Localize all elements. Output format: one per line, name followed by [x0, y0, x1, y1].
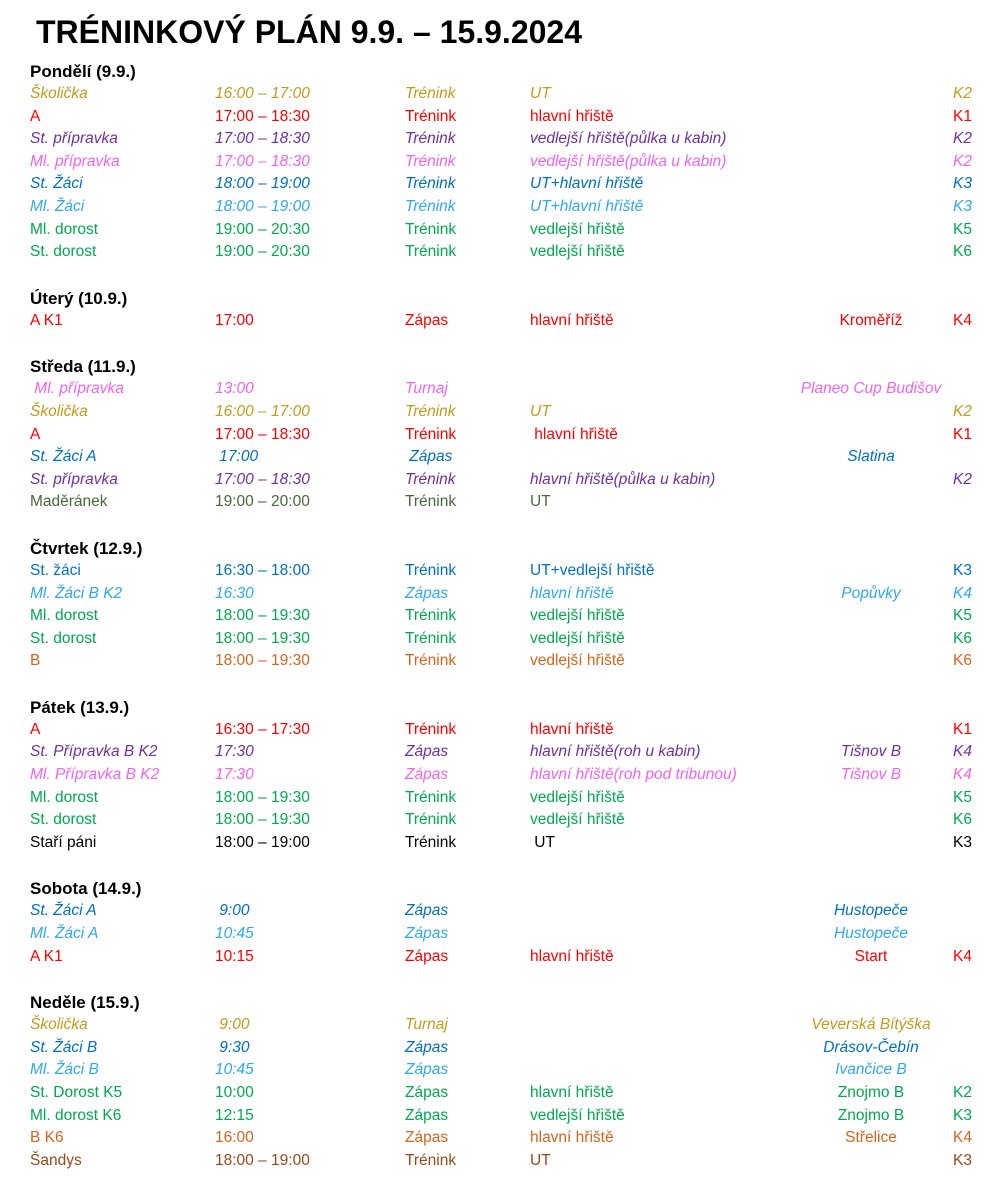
- team-cell: Ml. dorost K6: [30, 1106, 122, 1124]
- schedule-row: [30, 196, 972, 219]
- time-cell: 18:00 – 19:00: [215, 197, 310, 215]
- team-cell: A: [30, 107, 41, 125]
- time-cell: 16:00 – 17:00: [215, 402, 310, 420]
- event-type-cell: Trénink: [405, 402, 456, 420]
- event-type-cell: Zápas: [405, 1129, 449, 1147]
- team-cell: Staří páni: [30, 833, 97, 851]
- time-cell: 17:00 – 18:30: [215, 470, 310, 488]
- coach-code-cell: K3: [953, 1106, 972, 1124]
- time-cell: 10:00: [215, 1084, 254, 1101]
- coach-code-cell: K1: [953, 720, 972, 738]
- coach-code-cell: K3: [953, 197, 972, 215]
- coach-code-cell: K2: [953, 1084, 972, 1101]
- opponent-cell: [800, 241, 942, 264]
- schedule-row: [30, 1105, 972, 1128]
- opponent-cell: [800, 106, 942, 129]
- coach-code-cell: K4: [953, 766, 972, 784]
- schedule-row: [30, 173, 972, 196]
- page-title: TRÉNINKOVÝ PLÁN 9.9. – 15.9.2024: [36, 14, 582, 50]
- schedule-row: [30, 469, 972, 492]
- team-cell: St. dorost: [30, 243, 97, 261]
- time-cell: 17:00 – 18:30: [215, 130, 310, 148]
- location-cell: vedlejší hřiště: [530, 811, 625, 829]
- team-cell: Ml. dorost: [30, 607, 99, 625]
- location-cell: hlavní hřiště: [530, 720, 614, 738]
- opponent-cell: [800, 173, 942, 196]
- team-cell: Ml. Žáci A: [30, 925, 99, 943]
- day-header: Úterý (10.9.): [30, 288, 128, 308]
- time-cell: 17:30: [215, 743, 254, 761]
- location-cell: UT: [530, 493, 551, 511]
- schedule-row: [30, 1037, 966, 1060]
- event-type-cell: Trénink: [405, 493, 457, 511]
- time-cell: 9:30: [215, 1038, 250, 1056]
- coach-code-cell: K5: [953, 788, 972, 806]
- event-type-cell: Zápas: [405, 743, 449, 761]
- time-cell: 13:00: [215, 380, 254, 398]
- opponent-cell: Znojmo B: [837, 1106, 905, 1124]
- schedule-row: [30, 378, 966, 401]
- event-type-cell: Trénink: [405, 561, 457, 579]
- location-cell: UT+vedlejší hřiště: [530, 561, 655, 579]
- event-type-cell: Zápas: [405, 1038, 449, 1056]
- event-type-cell: Trénink: [405, 197, 456, 215]
- schedule-row: [30, 764, 972, 787]
- schedule-row: [30, 83, 972, 106]
- coach-code-cell: [942, 1014, 972, 1037]
- team-cell: St. přípravka: [30, 470, 118, 488]
- event-type-cell: Trénink: [405, 1151, 457, 1169]
- location-cell: hlavní hřiště(půlka u kabin): [530, 470, 716, 488]
- coach-code-cell: K6: [953, 243, 972, 261]
- event-type-cell: Trénink: [405, 152, 456, 170]
- coach-code-cell: K2: [953, 85, 972, 102]
- schedule-row: [30, 900, 966, 923]
- schedule-row: [30, 1082, 972, 1105]
- opponent-cell: [800, 560, 942, 583]
- location-cell: UT+hlavní hřiště: [530, 175, 644, 193]
- team-cell: A K1: [30, 311, 63, 329]
- location-cell: hlavní hřiště: [530, 584, 614, 602]
- schedule-row: [30, 310, 972, 333]
- location-cell: hlavní hřiště(roh pod tribunou): [530, 766, 737, 784]
- schedule-row: [30, 1059, 966, 1082]
- schedule-row: [30, 787, 972, 810]
- time-cell: 10:45: [215, 925, 254, 943]
- coach-code-cell: K2: [953, 402, 972, 420]
- location-cell: UT+hlavní hřiště: [530, 197, 644, 215]
- coach-code-cell: [942, 446, 972, 469]
- opponent-cell: Slatina: [847, 448, 895, 466]
- location-cell: vedlejší hřiště: [530, 1106, 625, 1124]
- opponent-cell: [800, 83, 942, 106]
- location-cell: vedlejší hřiště: [530, 220, 625, 238]
- event-type-cell: Zápas: [405, 766, 449, 784]
- event-type-cell: Trénink: [405, 629, 457, 647]
- location-cell: UT: [530, 833, 555, 851]
- schedule-row: [30, 583, 972, 606]
- team-cell: St. Žáci: [30, 175, 83, 193]
- coach-code-cell: K2: [953, 470, 972, 488]
- event-type-cell: Zápas: [405, 448, 453, 466]
- location-cell: UT: [530, 85, 551, 102]
- opponent-cell: Popůvky: [841, 584, 901, 602]
- time-cell: 9:00: [215, 902, 250, 920]
- coach-code-cell: K4: [953, 1129, 972, 1147]
- schedule-row: [30, 832, 972, 855]
- coach-code-cell: K4: [953, 311, 972, 329]
- schedule-row: [30, 151, 972, 174]
- location-cell: hlavní hřiště: [530, 1129, 614, 1147]
- schedule-row: [30, 1150, 972, 1173]
- coach-code-cell: K3: [953, 1151, 972, 1169]
- time-cell: 10:45: [215, 1061, 254, 1079]
- event-type-cell: Zápas: [405, 902, 449, 920]
- coach-code-cell: K4: [953, 743, 972, 761]
- team-cell: Školička: [30, 402, 88, 420]
- event-type-cell: Trénink: [405, 720, 457, 738]
- location-cell: hlavní hřiště: [530, 947, 614, 965]
- location-cell: [530, 446, 800, 469]
- team-cell: A: [30, 425, 41, 443]
- time-cell: 16:30 – 17:30: [215, 720, 310, 738]
- time-cell: 19:00 – 20:30: [215, 243, 310, 261]
- time-cell: 18:00 – 19:30: [215, 811, 310, 829]
- location-cell: vedlejší hřiště: [530, 652, 625, 670]
- time-cell: 18:00 – 19:30: [215, 652, 310, 670]
- coach-code-cell: [942, 923, 972, 946]
- schedule-row: [30, 741, 972, 764]
- team-cell: A: [30, 720, 41, 738]
- coach-code-cell: K2: [953, 130, 972, 148]
- time-cell: 18:00 – 19:30: [215, 788, 310, 806]
- day-header: Pondělí (9.9.): [30, 62, 136, 81]
- opponent-cell: [800, 401, 942, 424]
- event-type-cell: Turnaj: [405, 1016, 448, 1034]
- time-cell: 17:00 – 18:30: [215, 425, 310, 443]
- location-cell: [530, 923, 800, 946]
- time-cell: 9:00: [215, 1016, 250, 1034]
- team-cell: St. přípravka: [30, 130, 118, 148]
- coach-code-cell: K4: [953, 947, 972, 965]
- schedule-row: [30, 241, 972, 264]
- event-type-cell: Trénink: [405, 425, 457, 443]
- event-type-cell: Trénink: [405, 652, 457, 670]
- team-cell: A K1: [30, 947, 63, 965]
- time-cell: 17:00 – 18:30: [215, 152, 310, 170]
- event-type-cell: Zápas: [405, 1061, 449, 1079]
- coach-code-cell: K2: [953, 152, 972, 170]
- opponent-cell: [800, 787, 942, 810]
- location-cell: [530, 1014, 800, 1037]
- schedule-row: [30, 1014, 966, 1037]
- event-type-cell: Zápas: [405, 311, 449, 329]
- coach-code-cell: K6: [953, 811, 972, 829]
- schedule-row: [30, 491, 966, 514]
- time-cell: 18:00 – 19:30: [215, 629, 310, 647]
- opponent-cell: [800, 128, 942, 151]
- coach-code-cell: K4: [953, 584, 972, 602]
- location-cell: [530, 378, 800, 401]
- event-type-cell: Turnaj: [405, 380, 448, 398]
- opponent-cell: Veverská Bítýška: [811, 1016, 931, 1034]
- schedule-row: [30, 1127, 972, 1150]
- coach-code-cell: K6: [953, 629, 972, 647]
- team-cell: St. dorost: [30, 811, 97, 829]
- opponent-cell: Hustopeče: [833, 925, 909, 943]
- team-cell: Ml. dorost: [30, 220, 99, 238]
- opponent-cell: [800, 196, 942, 219]
- team-cell: Ml. Přípravka B K2: [30, 766, 160, 784]
- day-section: [30, 356, 972, 514]
- team-cell: St. Žáci A: [30, 448, 97, 466]
- schedule-row: [30, 809, 972, 832]
- opponent-cell: [800, 832, 942, 855]
- time-cell: 18:00 – 19:30: [215, 607, 310, 625]
- opponent-cell: [800, 628, 942, 651]
- team-cell: St. dorost: [30, 629, 97, 647]
- coach-code-cell: K6: [953, 652, 972, 670]
- team-cell: St. Přípravka B K2: [30, 743, 158, 761]
- day-section: [30, 878, 972, 968]
- location-cell: [530, 1037, 800, 1060]
- day-header: Neděle (15.9.): [30, 993, 140, 1013]
- location-cell: UT: [530, 1151, 551, 1169]
- opponent-cell: Tišnov B: [840, 766, 902, 784]
- team-cell: Ml. Žáci: [30, 197, 85, 215]
- location-cell: hlavní hřiště: [530, 107, 614, 125]
- location-cell: [530, 1059, 800, 1082]
- location-cell: vedlejší hřiště(půlka u kabin): [530, 152, 727, 170]
- team-cell: B: [30, 652, 41, 670]
- event-type-cell: Zápas: [405, 1084, 449, 1101]
- schedule-row: [30, 719, 972, 742]
- schedule-row: [30, 424, 972, 447]
- day-header: Sobota (14.9.): [30, 879, 142, 899]
- time-cell: 16:00: [215, 1129, 254, 1147]
- opponent-cell: Drásov-Čebín: [823, 1038, 919, 1056]
- event-type-cell: Trénink: [405, 470, 456, 488]
- opponent-cell: Start: [854, 947, 888, 965]
- event-type-cell: Trénink: [405, 220, 457, 238]
- location-cell: hlavní hřiště: [530, 425, 618, 443]
- event-type-cell: Zápas: [405, 1106, 449, 1124]
- time-cell: 19:00 – 20:00: [215, 493, 310, 511]
- opponent-cell: Kroměříž: [839, 311, 903, 329]
- location-cell: hlavní hřiště: [530, 1084, 614, 1101]
- opponent-cell: [800, 424, 942, 447]
- day-section: [30, 697, 972, 855]
- time-cell: 18:00 – 19:00: [215, 175, 310, 193]
- coach-code-cell: K3: [953, 561, 972, 579]
- location-cell: vedlejší hřiště: [530, 629, 625, 647]
- schedule-row: [30, 650, 972, 673]
- schedule-row: [30, 128, 972, 151]
- team-cell: Šandys: [30, 1151, 82, 1169]
- coach-code-cell: K3: [953, 175, 972, 193]
- location-cell: [530, 900, 800, 923]
- coach-code-cell: [942, 1059, 972, 1082]
- coach-code-cell: K3: [953, 833, 972, 851]
- time-cell: 10:15: [215, 947, 254, 965]
- schedule: [30, 61, 972, 1172]
- coach-code-cell: [942, 378, 972, 401]
- time-cell: 17:00 – 18:30: [215, 107, 310, 125]
- day-header: Středa (11.9.): [30, 357, 136, 377]
- team-cell: Ml. Žáci B: [30, 1061, 99, 1079]
- time-cell: 16:00 – 17:00: [215, 85, 310, 102]
- team-cell: Ml. přípravka: [30, 152, 120, 170]
- opponent-cell: Tišnov B: [840, 743, 902, 761]
- opponent-cell: [800, 151, 942, 174]
- time-cell: 12:15: [215, 1106, 254, 1124]
- event-type-cell: Trénink: [405, 130, 456, 148]
- opponent-cell: [800, 650, 942, 673]
- schedule-row: [30, 628, 972, 651]
- day-section: [30, 288, 972, 333]
- opponent-cell: Planeo Cup Budišov: [800, 380, 942, 398]
- time-cell: 18:00 – 19:00: [215, 833, 310, 851]
- day-section: [30, 538, 972, 673]
- day-header: Pátek (13.9.): [30, 697, 130, 717]
- event-type-cell: Zápas: [405, 947, 449, 965]
- opponent-cell: Hustopeče: [833, 902, 909, 920]
- team-cell: B K6: [30, 1129, 64, 1147]
- location-cell: UT: [530, 402, 551, 420]
- event-type-cell: Trénink: [405, 175, 456, 193]
- opponent-cell: Střelice: [845, 1129, 897, 1147]
- event-type-cell: Trénink: [405, 811, 457, 829]
- schedule-row: [30, 605, 972, 628]
- event-type-cell: Trénink: [405, 243, 457, 261]
- team-cell: St. Žáci A: [30, 902, 97, 920]
- opponent-cell: Ivančice B: [835, 1061, 907, 1079]
- opponent-cell: [800, 605, 942, 628]
- event-type-cell: Trénink: [405, 85, 456, 102]
- time-cell: 17:30: [215, 766, 254, 784]
- opponent-cell: [800, 809, 942, 832]
- location-cell: vedlejší hřiště(půlka u kabin): [530, 130, 727, 148]
- location-cell: vedlejší hřiště: [530, 607, 625, 625]
- time-cell: 18:00 – 19:00: [215, 1151, 310, 1169]
- schedule-row: [30, 946, 972, 969]
- time-cell: 19:00 – 20:30: [215, 220, 310, 238]
- team-cell: Maděránek: [30, 493, 108, 511]
- day-section: [30, 992, 972, 1172]
- coach-code-cell: K1: [953, 107, 972, 125]
- coach-code-cell: [942, 491, 972, 514]
- team-cell: Ml. Žáci B K2: [30, 584, 123, 602]
- team-cell: Ml. dorost: [30, 788, 99, 806]
- opponent-cell: [800, 1150, 942, 1173]
- time-cell: 16:30 – 18:00: [215, 561, 310, 579]
- team-cell: St. Dorost K5: [30, 1084, 123, 1101]
- opponent-cell: [800, 719, 942, 742]
- schedule-row: [30, 923, 966, 946]
- event-type-cell: Trénink: [405, 833, 457, 851]
- coach-code-cell: [942, 1037, 972, 1060]
- team-cell: Ml. přípravka: [30, 380, 124, 398]
- location-cell: vedlejší hřiště: [530, 243, 625, 261]
- team-cell: Školička: [30, 85, 88, 102]
- time-cell: 17:00: [215, 311, 254, 329]
- team-cell: Školička: [30, 1016, 88, 1034]
- coach-code-cell: [942, 900, 972, 923]
- time-cell: 17:00: [215, 448, 259, 466]
- team-cell: St. Žáci B: [30, 1038, 98, 1056]
- opponent-cell: Znojmo B: [837, 1084, 905, 1101]
- team-cell: St. žáci: [30, 561, 81, 579]
- day-header: Čtvrtek (12.9.): [30, 538, 143, 558]
- day-section: [30, 61, 972, 264]
- opponent-cell: [800, 491, 942, 514]
- event-type-cell: Trénink: [405, 607, 457, 625]
- event-type-cell: Trénink: [405, 107, 457, 125]
- time-cell: 16:30: [215, 584, 254, 602]
- location-cell: vedlejší hřiště: [530, 788, 625, 806]
- schedule-row: [30, 560, 972, 583]
- schedule-row: [30, 401, 972, 424]
- coach-code-cell: K1: [953, 425, 972, 443]
- coach-code-cell: K5: [953, 220, 972, 238]
- event-type-cell: Zápas: [405, 584, 449, 602]
- schedule-row: [30, 446, 966, 469]
- coach-code-cell: K5: [953, 607, 972, 625]
- schedule-row: [30, 219, 972, 242]
- schedule-row: [30, 106, 972, 129]
- opponent-cell: [800, 219, 942, 242]
- event-type-cell: Zápas: [405, 925, 449, 943]
- location-cell: hlavní hřiště: [530, 311, 614, 329]
- event-type-cell: Trénink: [405, 788, 457, 806]
- opponent-cell: [800, 469, 942, 492]
- location-cell: hlavní hřiště(roh u kabin): [530, 743, 701, 761]
